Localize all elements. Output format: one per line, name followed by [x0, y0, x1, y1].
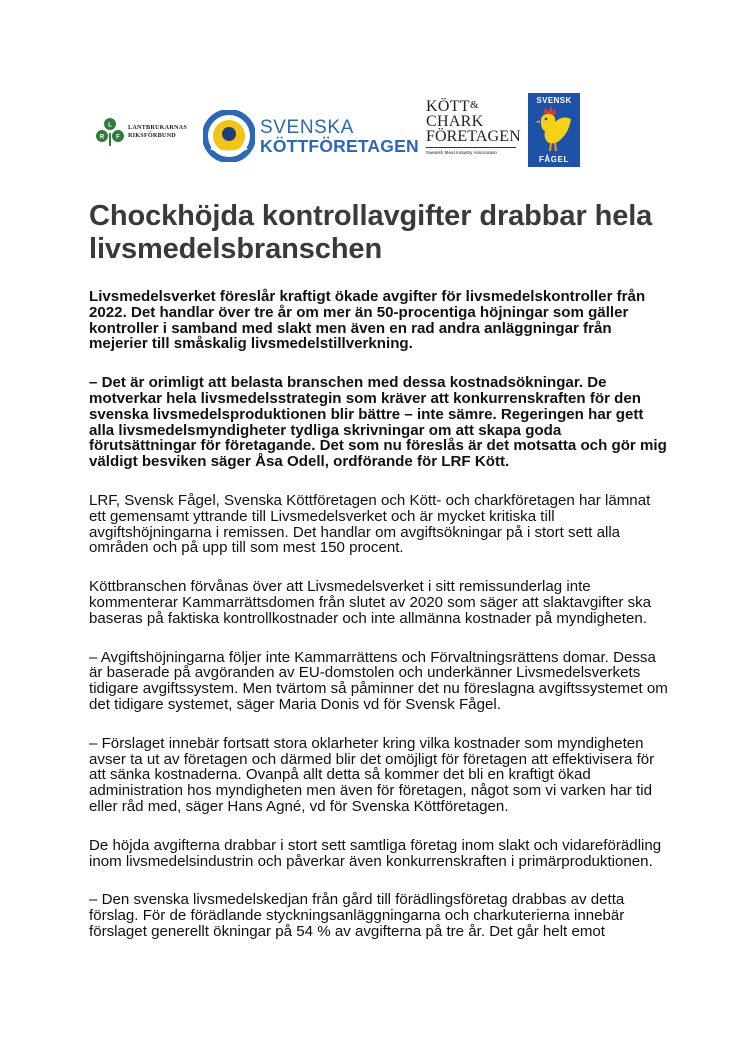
svg-text:R: R [99, 134, 105, 141]
body-paragraph-5: De höjda avgifterna drabbar i stort sett samtliga företag inom slakt och vidareförädling inom livsmedelsindustrin och påverkar även konkurrenskraften i primärproduktionen. [89, 836, 662, 870]
svensk-fagel-logo [528, 93, 580, 167]
sf-bottom-text: FÅGEL [538, 155, 570, 164]
kc-amp: & [470, 99, 479, 111]
sf-top-text: SVENSK [536, 96, 572, 105]
svenska-kottforetagen-logo [203, 110, 418, 162]
lrf-line1: LANTBRUKARNAS [128, 124, 187, 131]
kc-line2: CHARK [426, 113, 484, 130]
kott-chark-logo [426, 99, 520, 161]
skf-line1: SVENSKA [260, 117, 354, 138]
kc-divider [426, 147, 516, 148]
kc-line1: KÖTT [426, 98, 470, 115]
body-paragraph-4: – Förslaget innebär fortsatt stora oklarheter kring vilka kostnader som myndigheten avser ta ut av företagen och därmed blir det omöjligt för företagen att effektivisera för att sänka kostnaderna. Ovanpå allt detta så kommer det bli en kraftigt ökad administration hos myndigheten men även för företagen, något som vi varken har tid eller råd med, säger Hans Agné, vd för Svenska Köttföretagen. [89, 734, 655, 815]
article-ingress: Livsmedelsverket föreslår kraftigt ökade avgifter för livsmedelskontroller från 2022. Det handlar över tre år om mer än 50-procentiga höjningar som gäller kontroller i samband med slakt men även en rad andra anläggningar från mejerier till småskalig livsmedelstillverkning. [89, 288, 646, 353]
svg-text:L: L [108, 122, 112, 129]
lrf-clover-icon [95, 117, 125, 147]
lrf-logo [95, 117, 207, 147]
article-title: Chockhöjda kontrollavgifter drabbar hela livsmedelsbranschen [89, 200, 653, 265]
quote-paragraph: – Det är orimligt att belasta branschen med dessa kostnadsökningar. De motverkar hela livsmedelsstrategin som kräver att konkurrenskraften för den svenska livsmedelsproduktionen blir bättre – inte sämre. Regeringen har gett alla livsmedelsmyndigheter tydliga skrivningar om att skapa goda förutsättningar för företagande. Det som nu föreslås är det motsatta och gör mig väldigt besviken säger Åsa Odell, ordförande för LRF Kött. [89, 374, 667, 471]
body-paragraph-2: Köttbranschen förvånas över att Livsmedelsverket i sitt remissunderlag inte kommenterar Kammarrättsdomen från slutet av 2020 som säger att slaktavgifter ska baseras på faktiska kontrollkostnader och inte allmänna kostnader på myndigheten. [89, 578, 652, 627]
kc-line3: FÖRETAGEN [426, 128, 521, 145]
svg-text:F: F [116, 134, 120, 141]
press-release [89, 200, 669, 940]
body-paragraph-3: – Avgiftshöjningarna följer inte Kammarrättens och Förvaltningsrättens domar. Dessa är baserade på avgöranden av EU-domstolen och underkänner Livsmedelsverkets tidigare avgiftssystem. Men tvärtom så påminner det nu föreslagna avgiftssystemet om det tidigare systemet, säger Maria Donis vd för Svensk Fågel. [89, 648, 668, 713]
kc-subtitle: Swedish Meat Industry Association [426, 150, 497, 155]
logo-bar [0, 0, 746, 180]
body-paragraph-6: – Den svenska livsmedelskedjan från gård till förädlingsföretag drabbas av detta förslag. För de förädlande styckningsanläggningarna och charkuterierna innebär förslaget generellt ökningar på 54 % av avgifterna på tre år. Det går helt emot [89, 891, 625, 940]
body-paragraph-1: LRF, Svensk Fågel, Svenska Köttföretagen och Kött- och charkföretagen har lämnat ett gemensamt yttrande till Livsmedelsverket och är mycket kritiska till avgiftshöjningarna i remissen. Det handlar om avgiftsökningar på i stort sett alla områden och på upp till som mest 150 procent. [89, 491, 651, 557]
chicken-icon [533, 105, 575, 153]
skf-line2: KÖTTFÖRETAGEN [260, 136, 419, 156]
lrf-line2: RIKSFÖRBUND [128, 132, 176, 139]
sun-circle-icon [203, 110, 255, 162]
